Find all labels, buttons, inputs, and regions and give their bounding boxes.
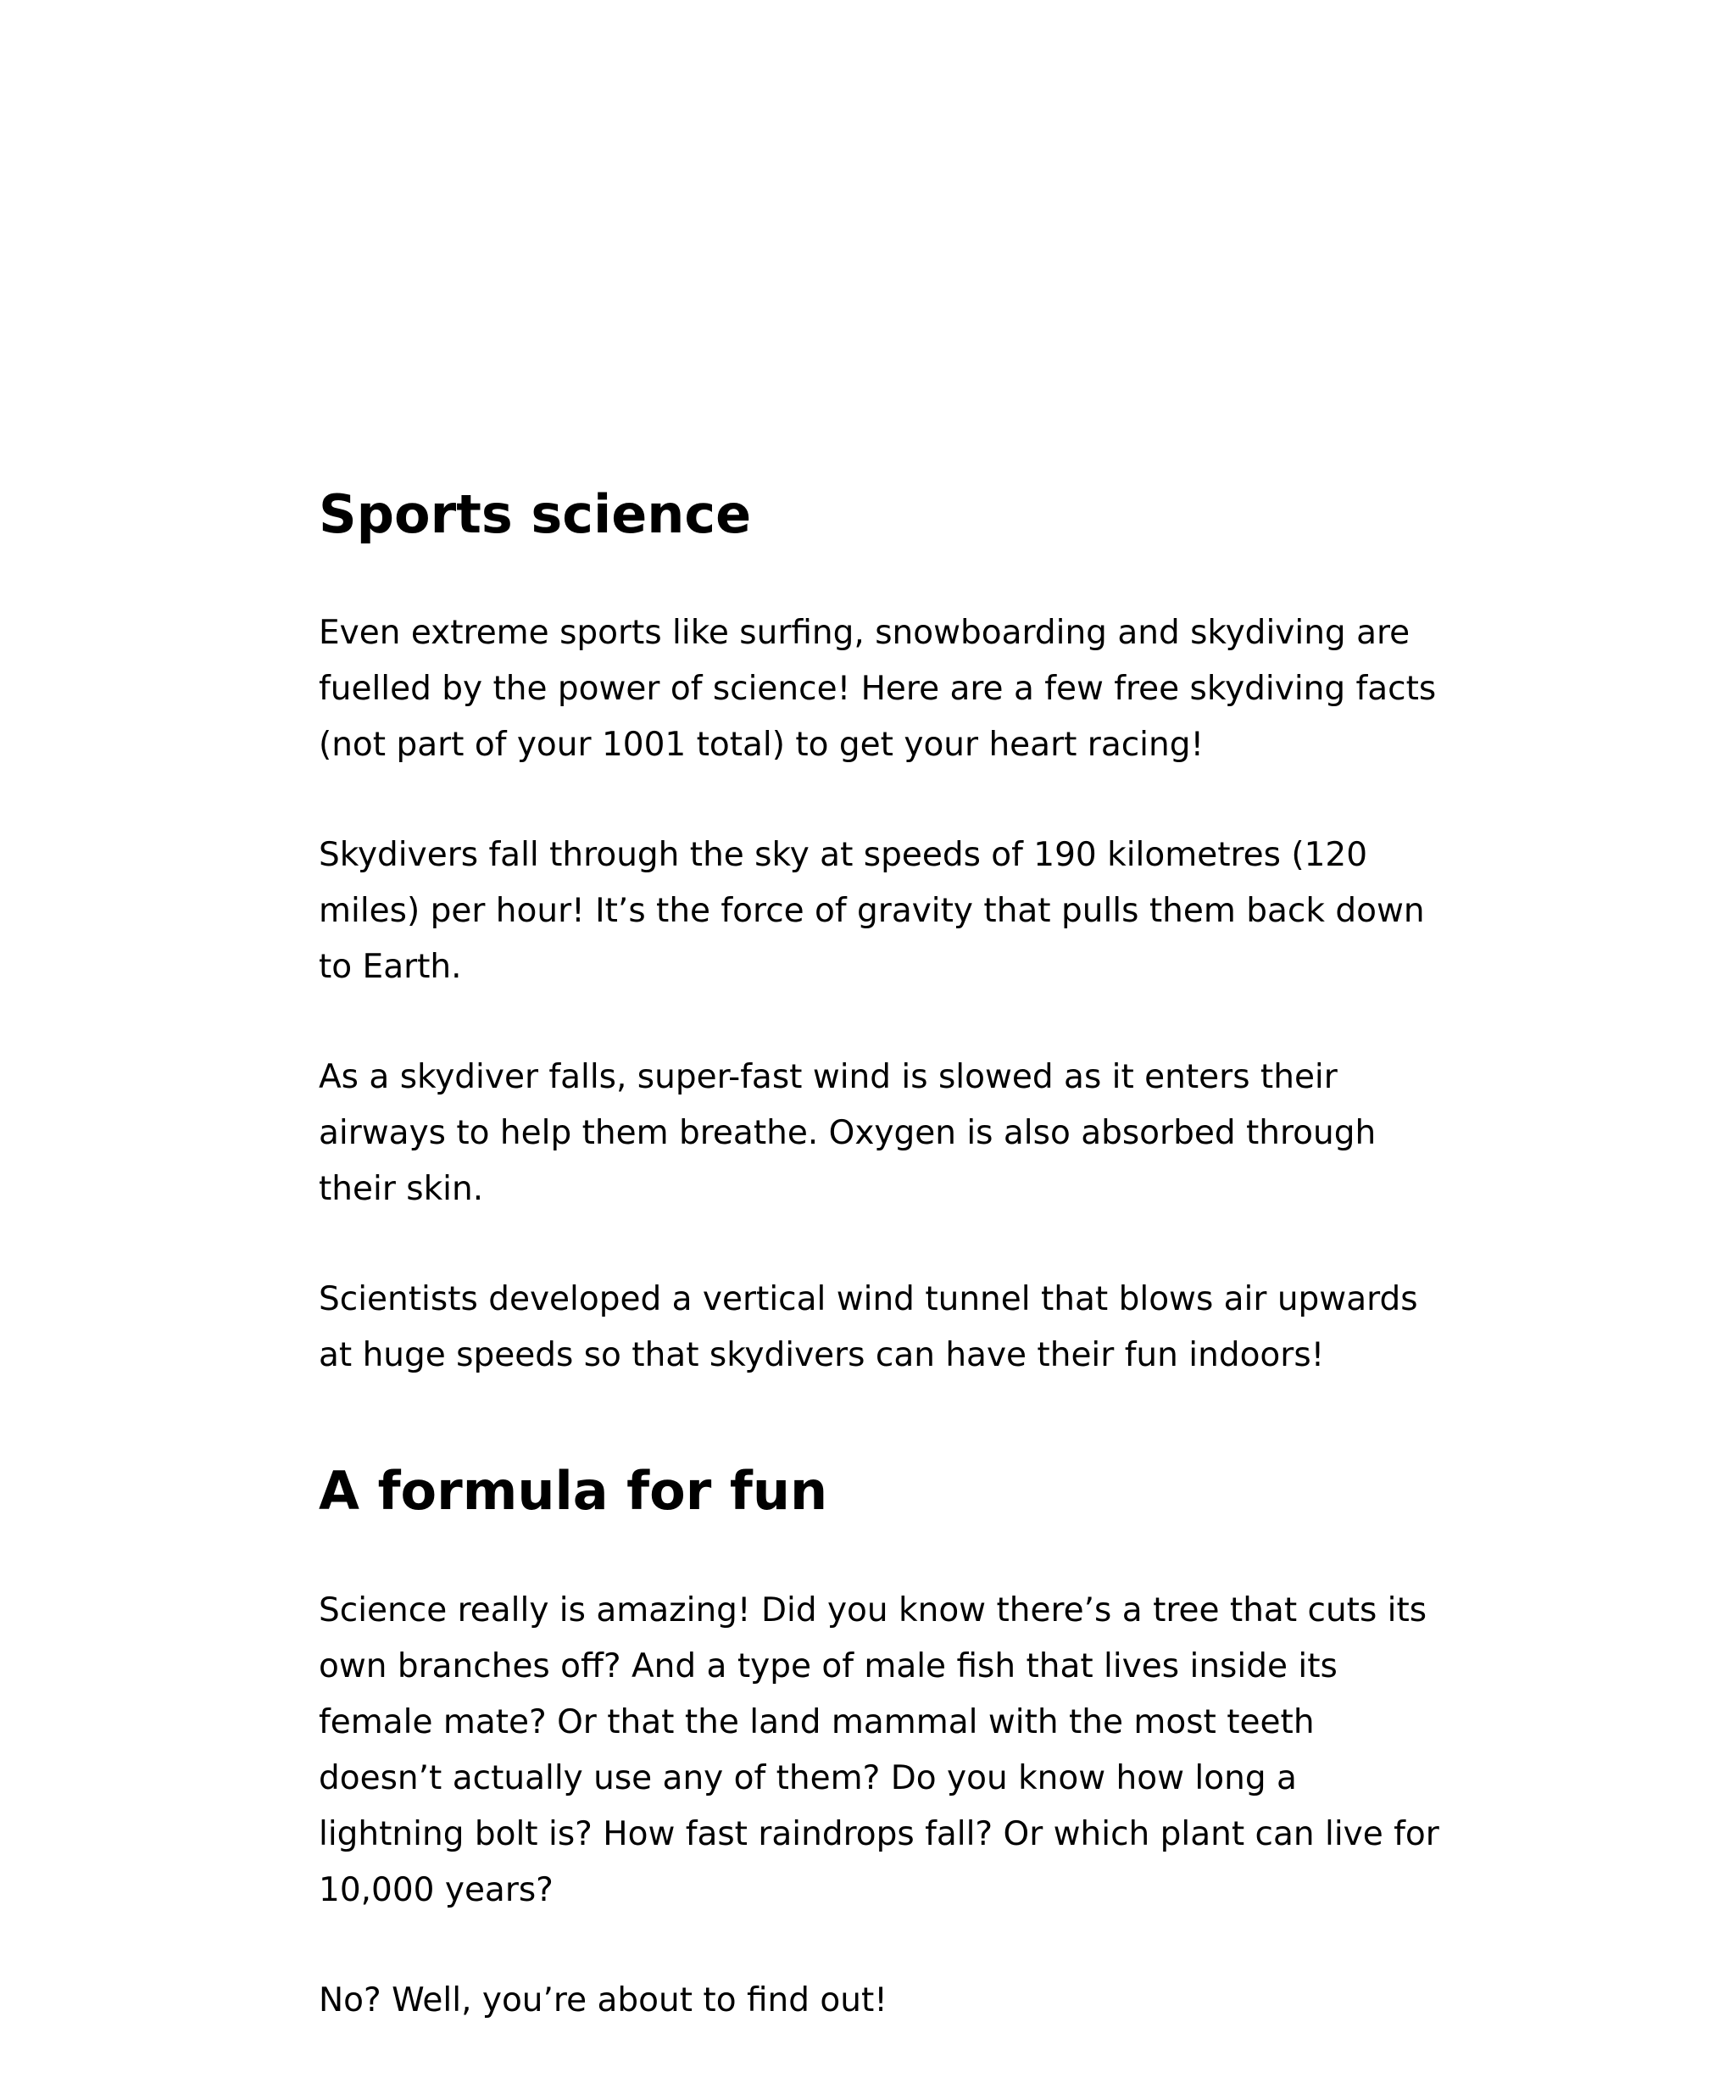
paragraph: Even extreme sports like surfing, snowboarding and skydiving are fuelled by the power of science! Here are a few free skydiving facts (not part of your 1001 total) to get your heart racing!	[319, 614, 1437, 765]
section-formula-for-fun	[319, 1460, 1446, 2028]
paragraph: Science really is amazing! Did you know there’s a tree that cuts its own branches off? And a type of male fish that lives inside its female mate? Or that the land mammal with the most teeth doesn’t actually use any of them? Do you know how long a lightning bolt is? How fast raindrops fall? Or which plant can live for 10,000 years?	[319, 1590, 1439, 1909]
paragraph: Skydivers fall through the sky at speeds of 190 kilometres (120 miles) per hour! It’s the force of gravity that pulls them back down to Earth.	[319, 836, 1425, 987]
paragraph: No? Well, you’re about to find out!	[319, 1980, 887, 2019]
paragraph: Scientists developed a vertical wind tunnel that blows air upwards at huge speeds so that skydivers can have their fun indoors!	[319, 1280, 1418, 1375]
section-title: A formula for fun	[319, 1460, 828, 1523]
section-title: Sports science	[319, 483, 752, 545]
section-sports-science	[319, 483, 1446, 1384]
page-content	[319, 483, 1446, 2029]
paragraph: As a skydiver falls, super-fast wind is slowed as it enters their airways to help them breathe. Oxygen is also absorbed through their skin.	[319, 1058, 1377, 1209]
